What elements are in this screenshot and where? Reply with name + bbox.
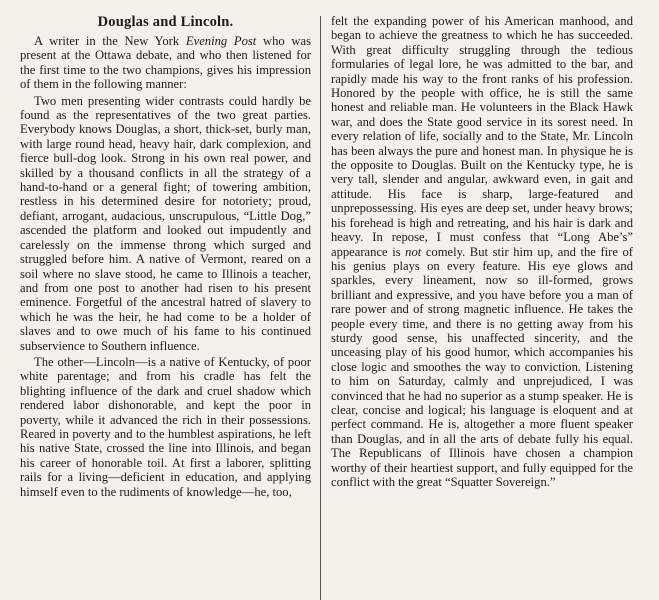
right-column bbox=[321, 14, 633, 600]
intro-paragraph bbox=[20, 34, 311, 92]
douglas-paragraph: Two men presenting wider contrasts could hardly be found as the representatives of the two great parties. Everybody knows Douglas, a short, thick-set, burly man, with large round head, heavy hair, dark complexion, and fierce bull-dog look. Strong in his own real power, and skilled by a thousand conflicts in all the strategy of a hand-to-hand or a general fight; of towering ambition, restless in his determined desire for notoriety; proud, defiant, arrogant, audacious, unscrupulous, “Little Dog,” ascended the platform and looked out impudently and carelessly on the immense throng which surged and struggled before him. A native of Vermont, reared on a soil where no slave stood, he came to Illinois a teacher, and from one post to another had risen to his present eminence. Forgetful of the ancestral hatred of slavery to which he was the heir, he had come to be a holder of slaves and to owe much of his fame to his continued subservience to Southern influence. bbox=[20, 93, 311, 353]
intro-newspaper-name: Evening Post bbox=[185, 34, 257, 48]
lincoln-paragraph-continued bbox=[331, 14, 633, 489]
continued-text-b: comely. But stir him up, and the fire of his genius plays on every feature. His eye glows and sparkles, every lineament, now so ill-formed, grows brilliant and expressive, and you have before you a man of rare power and of strong magnetic influence. He takes the people every time, and there is no getting away from his sturdy good sense, his unaffected sincerity, and the unceasing play of his good humor, which accompanies his close logic and smoothes the way to conviction. Listening to him on Saturday, calmly and unprejudiced, I was convinced that he had no superior as a stump speaker. He is clear, concise and logical; his language is eloquent and at perfect command. He is, altogether a more fluent speaker than Douglas, and in all the arts of debate fully his equal. The Republicans of Illinois have chosen a champion worthy of their heartiest support, and fully equipped for the conflict with the great “Squatter Sovereign.” bbox=[331, 244, 633, 489]
lincoln-paragraph: The other—Lincoln—is a native of Kentucky, of poor white parentage; and from his cradle has felt the blighting influence of the dark and cruel shadow which rendered labor dishonorable, and kept the poor in poverty, while it advanced the rich in their possessions. Reared in poverty and to the humblest aspirations, he left his native State, crossed the line into Illinois, and began his career of honorable toil. At first a laborer, splitting rails for a living—deficient in education, and applying himself even to the rudiments of knowledge—he, too, bbox=[20, 354, 311, 499]
italic-not: not bbox=[405, 244, 422, 259]
left-column bbox=[20, 14, 320, 600]
intro-text-1: A writer in the New York bbox=[34, 34, 186, 48]
intro-text-2: who was present at the Ottawa debate, and who then listened for the first time to the two champions, gives his impression of them in the following manner: bbox=[20, 34, 311, 92]
article-columns bbox=[20, 14, 643, 600]
continued-text-a: felt the expanding power of his American manhood, and began to achieve the greatness to which he has succeeded. With great difficulty struggling through the tedious formularies of legal lore, he was admitted to the bar, and rapidly made his way to the front ranks of his profession. Honored by the people with office, he is still the same honest and reliable man. He volunteers in the Black Hawk war, and does the State good service in its sorest need. In every relation of life, socially and to the State, Mr. Lincoln has been always the pure and honest man. In physique he is the opposite to Douglas. Built on the Kentucky type, he is very tall, slender and angular, awkward even, in gait and attitude. His face is sharp, large-featured and unprepossessing. His eyes are deep set, under heavy brows; his forehead is high and retreating, and his hair is dark and heavy. In repose, I must confess that “Long Abe’s” appearance is bbox=[331, 14, 633, 259]
article-headline: Douglas and Lincoln. bbox=[97, 14, 234, 30]
